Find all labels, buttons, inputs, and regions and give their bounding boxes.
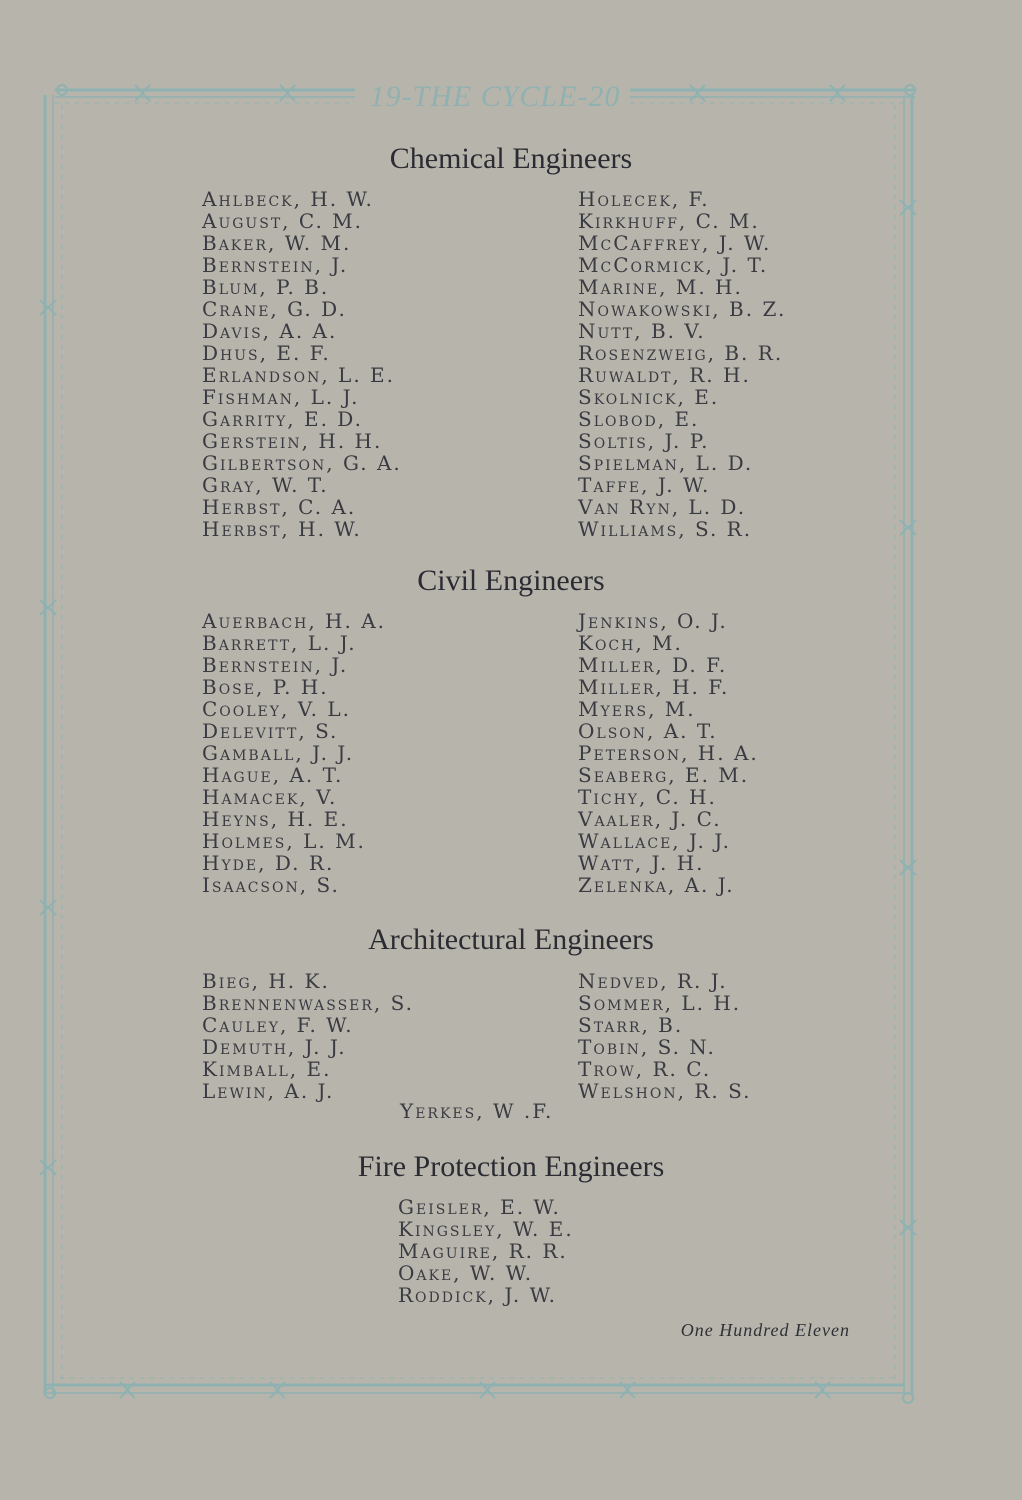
chemical-right-column: [578, 188, 786, 540]
name-entry: Tichy, C. H.: [578, 785, 717, 809]
name-entry: Sommer, L. H.: [578, 991, 742, 1015]
name-entry: Olson, A. T.: [578, 719, 718, 743]
name-entry: Dhus, E. F.: [202, 341, 331, 365]
name-entry: Fishman, L. J.: [202, 385, 360, 409]
chemical-left-column: [202, 188, 402, 540]
name-entry: Bernstein, J.: [202, 253, 349, 277]
name-entry: Barrett, L. J.: [202, 631, 357, 655]
name-entry: Skolnick, E.: [578, 385, 720, 409]
section-title-architectural: Architectural Engineers: [368, 923, 654, 956]
name-entry: Bose, P. H.: [202, 675, 329, 699]
name-entry: Hyde, D. R.: [202, 851, 335, 875]
name-entry: Demuth, J. J.: [202, 1035, 347, 1059]
name-entry: Rosenzweig, B. R.: [578, 341, 784, 365]
name-entry: Bieg, H. K.: [202, 969, 330, 993]
name-entry: Gilbertson, G. A.: [202, 451, 402, 475]
name-entry: Ruwaldt, R. H.: [578, 363, 751, 387]
fire-protection-column: [398, 1196, 574, 1306]
name-entry: Ahlbeck, H. W.: [202, 187, 374, 211]
name-entry: Gray, W. T.: [202, 473, 329, 497]
name-entry: Welshon, R. S.: [578, 1079, 752, 1103]
name-entry: Kingsley, W. E.: [398, 1217, 574, 1241]
section-title-civil: Civil Engineers: [417, 564, 605, 597]
name-entry: Baker, W. M.: [202, 231, 352, 255]
name-entry: Cooley, V. L.: [202, 697, 352, 721]
name-entry: Erlandson, L. E.: [202, 363, 396, 387]
section-title-fire-protection: Fire Protection Engineers: [357, 1150, 665, 1183]
name-entry: Williams, S. R.: [578, 517, 753, 541]
name-entry: Seaberg, E. M.: [578, 763, 750, 787]
name-entry: Hamacek, V.: [202, 785, 338, 809]
name-entry: Miller, D. F.: [578, 653, 728, 677]
name-entry: Zelenka, A. J.: [578, 873, 735, 897]
name-entry: Myers, M.: [578, 697, 696, 721]
name-entry: Davis, A. A.: [202, 319, 338, 343]
name-entry: Holmes, L. M.: [202, 829, 366, 853]
name-entry: Nowakowski, B. Z.: [578, 297, 787, 321]
name-entry: Oake, W. W.: [398, 1261, 534, 1285]
name-entry: Gamball, J. J.: [202, 741, 355, 765]
name-entry: Slobod, E.: [578, 407, 700, 431]
civil-left-column: [202, 610, 386, 896]
name-entry: August, C. M.: [202, 209, 364, 233]
name-entry: Wallace, J. J.: [578, 829, 732, 853]
name-entry: Van Ryn, L. D.: [578, 495, 747, 519]
name-entry: Bernstein, J.: [202, 653, 349, 677]
name-entry: Herbst, H. W.: [202, 517, 362, 541]
architectural-left-column: [202, 970, 414, 1102]
name-entry: Nedved, R. J.: [578, 969, 728, 993]
name-entry: Kirkhuff, C. M.: [578, 209, 760, 233]
name-entry: Brennenwasser, S.: [202, 991, 414, 1015]
name-entry: Marine, M. H.: [578, 275, 743, 299]
name-entry: Starr, B.: [578, 1013, 684, 1037]
name-entry: Miller, H. F.: [578, 675, 730, 699]
name-entry: Geisler, E. W.: [398, 1195, 561, 1219]
name-entry: Holecek, F.: [578, 187, 710, 211]
name-entry: Watt, J. H.: [578, 851, 705, 875]
name-entry: Blum, P. B.: [202, 275, 330, 299]
running-header: 19-THE CYCLE-20: [369, 80, 621, 113]
civil-right-column: [578, 610, 759, 896]
name-entry: Isaacson, S.: [202, 873, 340, 897]
name-entry: Lewin, A. J.: [202, 1079, 335, 1103]
name-entry: Tobin, S. N.: [578, 1035, 716, 1059]
name-entry: Heyns, H. E.: [202, 807, 349, 831]
name-entry: Garrity, E. D.: [202, 407, 363, 431]
name-entry: Roddick, J. W.: [398, 1283, 557, 1307]
name-entry: Auerbach, H. A.: [202, 609, 386, 633]
name-entry: Kimball, E.: [202, 1057, 332, 1081]
name-entry: Delevitt, S.: [202, 719, 339, 743]
name-entry: Soltis, J. P.: [578, 429, 710, 453]
section-title-chemical: Chemical Engineers: [389, 142, 633, 175]
name-entry: Taffe, J. W.: [578, 473, 711, 497]
name-entry: Nutt, B. V.: [578, 319, 706, 343]
architectural-right-column: [578, 970, 751, 1102]
architectural-center-name: Yerkes, W .F.: [400, 1099, 554, 1123]
name-entry: Maguire, R. R.: [398, 1239, 568, 1263]
page-number: One Hundred Eleven: [680, 1320, 850, 1340]
name-entry: McCormick, J. T.: [578, 253, 769, 277]
name-entry: Crane, G. D.: [202, 297, 347, 321]
name-entry: Hague, A. T.: [202, 763, 344, 787]
name-entry: Herbst, C. A.: [202, 495, 357, 519]
name-entry: Jenkins, O. J.: [578, 609, 728, 633]
name-entry: Vaaler, J. C.: [578, 807, 722, 831]
name-entry: McCaffrey, J. W.: [578, 231, 772, 255]
name-entry: Spielman, L. D.: [578, 451, 754, 475]
name-entry: Peterson, H. A.: [578, 741, 759, 765]
name-entry: Cauley, F. W.: [202, 1013, 354, 1037]
name-entry: Gerstein, H. H.: [202, 429, 383, 453]
name-entry: Koch, M.: [578, 631, 683, 655]
name-entry: Trow, R. C.: [578, 1057, 712, 1081]
